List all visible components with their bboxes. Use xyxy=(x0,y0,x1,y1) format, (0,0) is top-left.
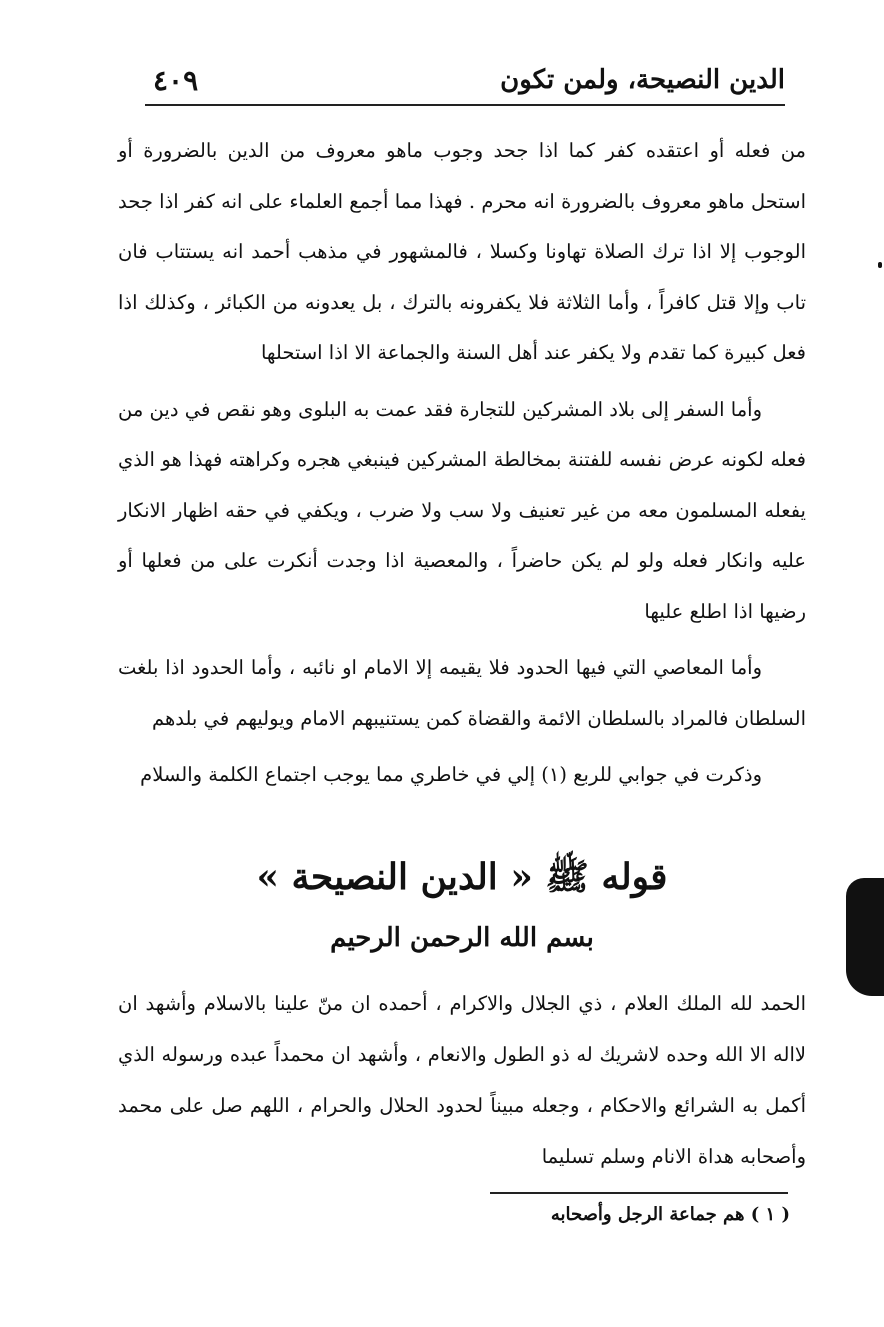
ink-speck xyxy=(878,262,882,268)
paragraph-2: وأما السفر إلى بلاد المشركين للتجارة فقد عمت به البلوى وهو نقص في دين من فعله لكونه عرض نفسه للفتنة بمخالطة المشركين فينبغي هجره وكراهته فهذا هو الذي يفعله المسلمون معه من غير تعنيف ولا سب ولا ضرب ، ويكفي في حقه اظهار الانكار عليه وانكار فعله ولو لم يكن حاضراً ، والمعصية اذا وجدت أنكرت على من فعلها أو رضيها اذا اطلع عليها xyxy=(118,397,806,623)
paragraph-1: من فعله أو اعتقده كفر كما اذا جحد وجوب ماهو معروف من الدين بالضرورة أو استحل ماهو معروف بالضرورة انه محرم . فهذا مما أجمع العلماء على انه كفر اذا جحد الوجوب إلا اذا ترك الصلاة تهاونا وكسلا ، فالمشهور في مذهب أحمد انه يستتاب فان تاب وإلا قتل كافراً ، وأما الثلاثة فلا يكفرونه بالترك ، بل يعدونه من الكبائر ، وكذلك اذا فعل كبيرة كما تقدم ولا يكفر عند أهل السنة والجماعة الا اذا استحلها xyxy=(118,139,806,364)
paragraph-3: وأما المعاصي التي فيها الحدود فلا يقيمه إلا الامام او نائبه ، وأما الحدود اذا بلغت السلطان فالمراد بالسلطان الائمة والقضاة كمن يستنيبهم الامام ويوليهم في بلدهم xyxy=(118,656,806,730)
page-number: ٤٠٩ xyxy=(153,63,199,97)
section-body xyxy=(118,978,806,1182)
body-text xyxy=(118,126,806,801)
running-title: الدين النصيحة، ولمن تكون xyxy=(500,65,785,95)
footnote: ( ١ ) هم جماعة الرجل وأصحابه xyxy=(550,1204,790,1225)
paragraph-4: وذكرت في جوابي للربع (١) إلي في خاطري مما يوجب اجتماع الكلمة والسلام xyxy=(140,763,762,786)
footnote-rule xyxy=(490,1192,788,1194)
section-heading: قوله ﷺ « الدين النصيحة » xyxy=(256,856,668,898)
basmala: بسم الله الرحمن الرحيم xyxy=(330,923,594,953)
page-header xyxy=(145,58,785,102)
section-paragraph: الحمد لله الملك العلام ، ذي الجلال والاكرام ، أحمده ان منّ علينا بالاسلام وأشهد ان لااله الا الله وحده لاشريك له ذو الطول والانعام ، وأشهد ان محمداً عبده ورسوله الذي أكمل به الشرائع والاحكام ، وجعله مبيناً لحدود الحلال والحرام ، اللهم صل على محمد وأصحابه هداة الانام وسلم تسليما xyxy=(118,992,806,1168)
header-rule xyxy=(145,104,785,106)
page-edge-shadow xyxy=(846,878,884,996)
